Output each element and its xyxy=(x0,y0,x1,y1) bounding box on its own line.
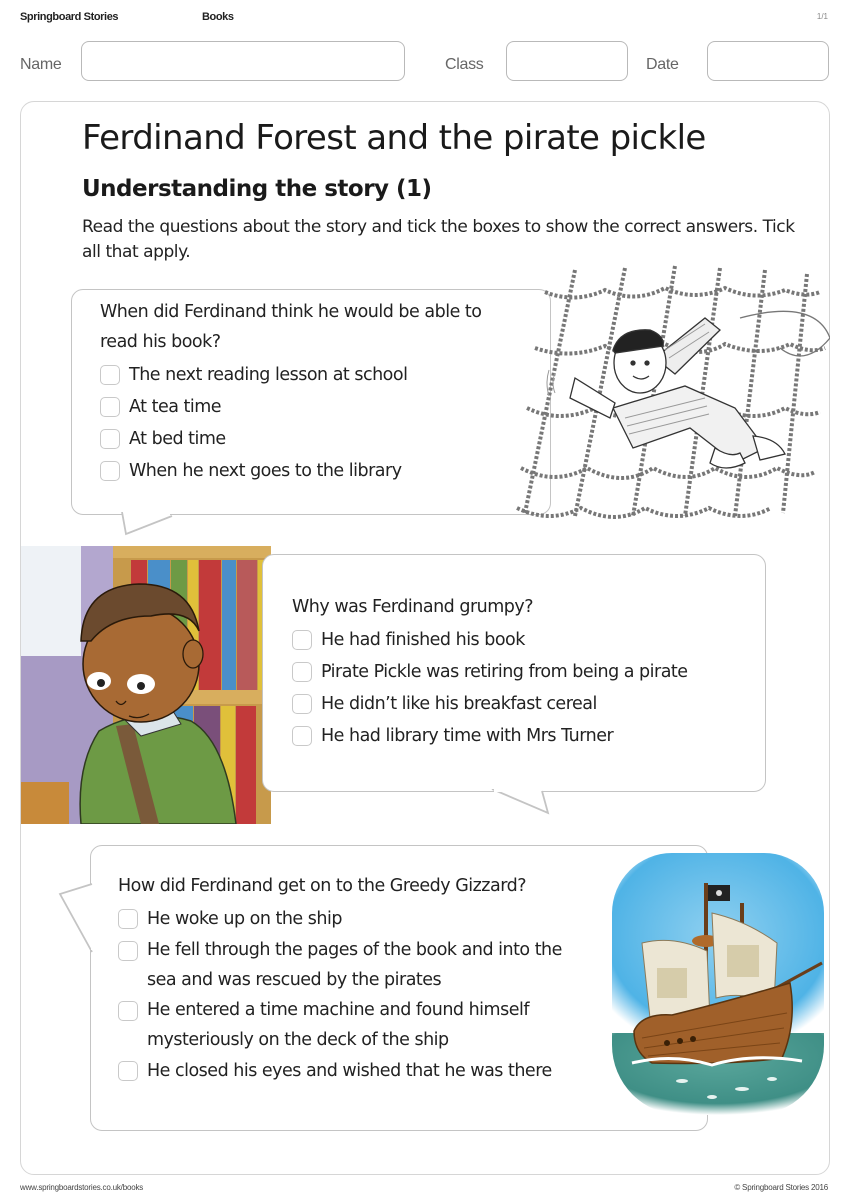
speech-tail-icon xyxy=(56,880,96,960)
checkbox[interactable] xyxy=(118,909,138,929)
question-2-text: Why was Ferdinand grumpy? xyxy=(292,597,534,617)
question-3 xyxy=(118,871,618,1087)
question-2 xyxy=(292,592,762,752)
question-3-option-2[interactable]: He fell through the pages of the book and into the sea and was rescued by the pirates xyxy=(118,935,588,995)
name-field[interactable] xyxy=(81,41,405,81)
pirate-ship-illustration xyxy=(612,853,824,1115)
question-3-text: How did Ferdinand get on to the Greedy Gizzard? xyxy=(118,876,527,896)
checkbox[interactable] xyxy=(118,1061,138,1081)
checkbox[interactable] xyxy=(100,429,120,449)
worksheet-subtitle: Understanding the story (1) xyxy=(82,176,432,202)
question-1-text: When did Ferdinand think he would be able to read his book? xyxy=(100,302,482,352)
question-1-option-1[interactable]: The next reading lesson at school xyxy=(100,359,520,391)
question-1-option-4[interactable]: When he next goes to the library xyxy=(100,455,520,487)
question-2-option-1[interactable]: He had finished his book xyxy=(292,624,762,656)
question-1-option-2[interactable]: At tea time xyxy=(100,391,520,423)
brand-label: Springboard Stories xyxy=(20,11,119,23)
question-2-option-2[interactable]: Pirate Pickle was retiring from being a pirate xyxy=(292,656,762,688)
page-indicator: 1/1 xyxy=(816,12,828,21)
question-3-option-3[interactable]: He entered a time machine and found himself mysteriously on the deck of the ship xyxy=(118,995,588,1055)
checkbox[interactable] xyxy=(100,365,120,385)
checkbox[interactable] xyxy=(292,630,312,650)
speech-tail-icon xyxy=(490,789,560,815)
question-1-option-3[interactable]: At bed time xyxy=(100,423,520,455)
rope-net-illustration xyxy=(515,258,830,520)
speech-tail-icon xyxy=(120,512,210,538)
question-2-option-3[interactable]: He didn’t like his breakfast cereal xyxy=(292,688,762,720)
date-label: Date xyxy=(646,56,679,73)
question-2-option-4[interactable]: He had library time with Mrs Turner xyxy=(292,720,762,752)
question-1 xyxy=(100,297,520,487)
class-field[interactable] xyxy=(506,41,628,81)
question-3-option-1[interactable]: He woke up on the ship xyxy=(118,903,618,935)
library-boy-illustration xyxy=(21,546,271,824)
instructions: Read the questions about the story and tick the boxes to show the correct answers. Tick all that apply. xyxy=(82,217,795,262)
checkbox[interactable] xyxy=(118,941,138,961)
checkbox[interactable] xyxy=(292,662,312,682)
footer-copyright: © Springboard Stories 2016 xyxy=(734,1183,828,1192)
date-field[interactable] xyxy=(707,41,829,81)
category-label: Books xyxy=(202,11,234,23)
question-3-option-4[interactable]: He closed his eyes and wished that he was there xyxy=(118,1055,618,1087)
checkbox[interactable] xyxy=(118,1001,138,1021)
name-label: Name xyxy=(20,56,62,73)
checkbox[interactable] xyxy=(292,726,312,746)
checkbox[interactable] xyxy=(292,694,312,714)
header-bar xyxy=(20,11,234,23)
footer-url-link[interactable]: www.springboardstories.co.uk/books xyxy=(20,1183,144,1192)
class-label: Class xyxy=(445,56,484,73)
checkbox[interactable] xyxy=(100,397,120,417)
worksheet-title: Ferdinand Forest and the pirate pickle xyxy=(82,118,706,158)
student-info-fields xyxy=(20,40,830,82)
checkbox[interactable] xyxy=(100,461,120,481)
